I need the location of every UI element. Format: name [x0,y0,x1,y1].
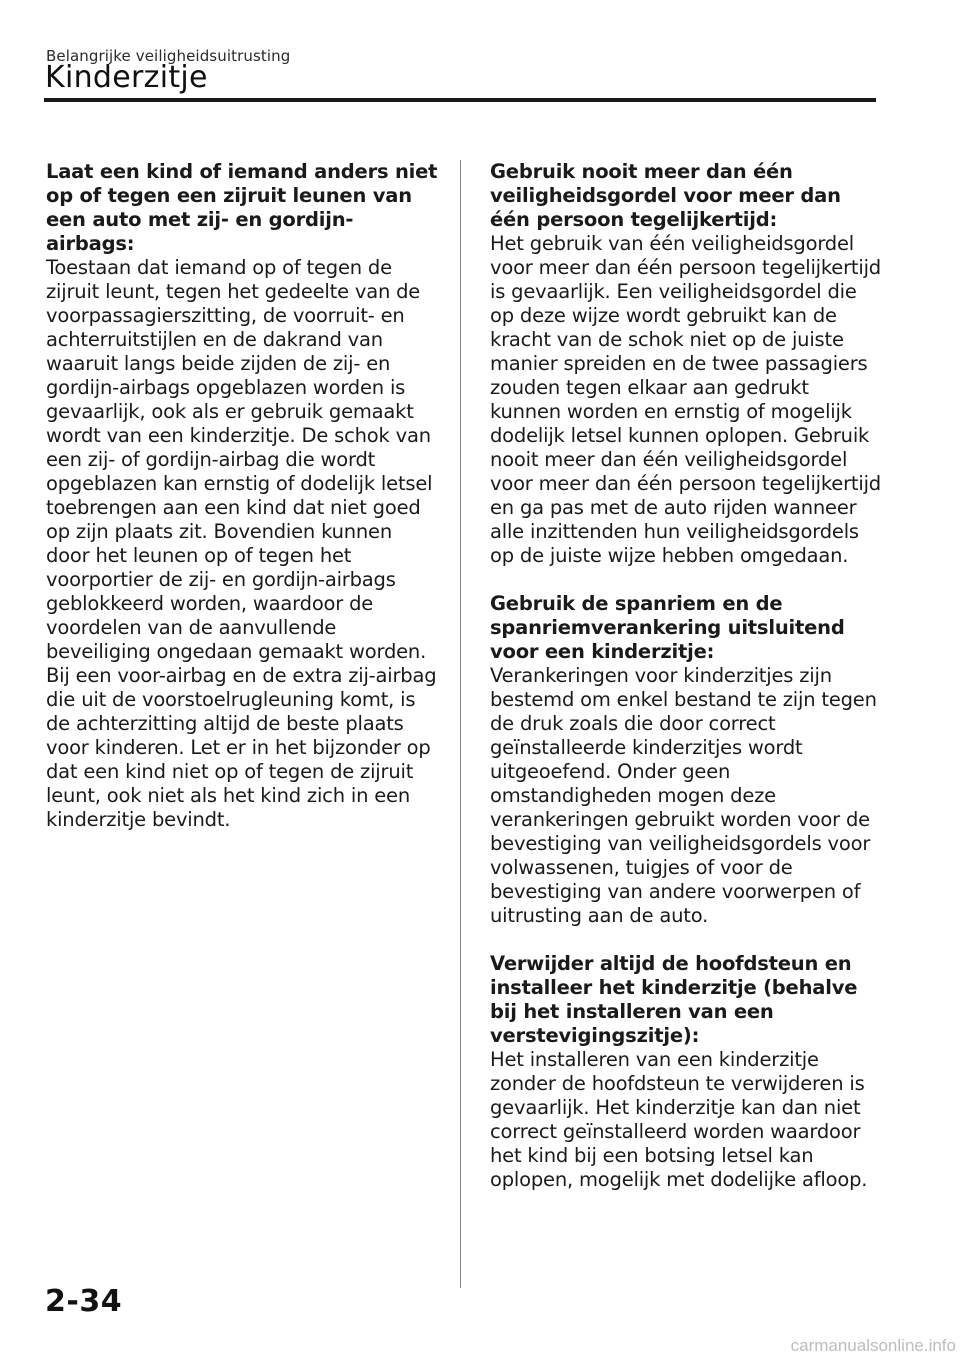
warning-heading: Gebruik nooit meer dan één veiligheidsgordel voor meer dan één persoon tegelijkertijd: [490,160,841,231]
warning-heading: Gebruik de spanriem en de spanriemverankering uitsluitend voor een kinderzitje: [490,592,845,663]
warning-block [490,592,882,928]
section-label: Belangrijke veiligheidsuitrusting [46,47,291,65]
warning-block [46,160,438,832]
warning-body: Toestaan dat iemand op of tegen de zijruit leunt, tegen het gedeelte van de voorpassagierszitting, de voorruit- en achterruitstijlen en de dakrand van waaruit langs beide zijden de zij- en gordijn-airbags opgeblazen worden is gevaarlijk, ook als er gebruik gemaakt wordt van een kinderzitje. De schok van een zij- of gordijn-airbag die wordt opgeblazen kan ernstig of dodelijk letsel toebrengen aan een kind dat niet goed op zijn plaats zit. Bovendien kunnen door het leunen op of tegen het voorportier de zij- en gordijn-airbags geblokkeerd worden, waardoor de voordelen van de aanvullende beveiliging ongedaan gemaakt worden. Bij een voor-airbag en de extra zij-airbag die uit de voorstoelrugleuning komt, is de achterzitting altijd de beste plaats voor kinderen. Let er in het bijzonder op dat een kind niet op of tegen de zijruit leunt, ook niet als het kind zich in een kinderzitje bevindt. [46,256,437,831]
column-divider [460,160,461,1288]
left-column [46,160,438,856]
title-rule [44,98,876,102]
warning-body: Het installeren van een kinderzitje zonder de hoofdsteun te verwijderen is gevaarlijk. Het kinderzitje kan dan niet correct geïnstalleerd worden waardoor het kind bij een botsing letsel kan oplopen, mogelijk met dodelijke afloop. [490,1048,868,1191]
warning-block [490,160,882,568]
watermark-link[interactable]: carmanualsonline.info [790,1336,956,1355]
warning-body: Het gebruik van één veiligheidsgordel voor meer dan één persoon tegelijkertijd is gevaarlijk. Een veiligheidsgordel die op deze wijze wordt gebruikt kan de kracht van de schok niet op de juiste manier spreiden en de twee passagiers zouden tegen elkaar aan gedrukt kunnen worden en ernstig of mogelijk dodelijk letsel kunnen oplopen. Gebruik nooit meer dan één veiligheidsgordel voor meer dan één persoon tegelijkertijd en ga pas met de auto rijden wanneer alle inzittenden hun veiligheidsgordels op de juiste wijze hebben omgedaan. [490,232,881,567]
right-column [490,160,882,1216]
warning-block [490,952,882,1192]
warning-body: Verankeringen voor kinderzitjes zijn bestemd om enkel bestand te zijn tegen de druk zoals die door correct geïnstalleerde kinderzitjes wordt uitgeoefend. Onder geen omstandigheden mogen deze verankeringen gebruikt worden voor de bevestiging van veiligheidsgordels voor volwassenen, tuigjes of voor de bevestiging van andere voorwerpen of uitrusting aan de auto. [490,664,877,927]
warning-heading: Verwijder altijd de hoofdsteun en installeer het kinderzitje (behalve bij het installeren van een verstevigingszitje): [490,952,858,1047]
warning-heading: Laat een kind of iemand anders niet op of tegen een zijruit leunen van een auto met zij- en gordijn-airbags: [46,160,438,255]
page-title: Kinderzitje [45,60,208,95]
page-number: 2-34 [45,1284,123,1319]
